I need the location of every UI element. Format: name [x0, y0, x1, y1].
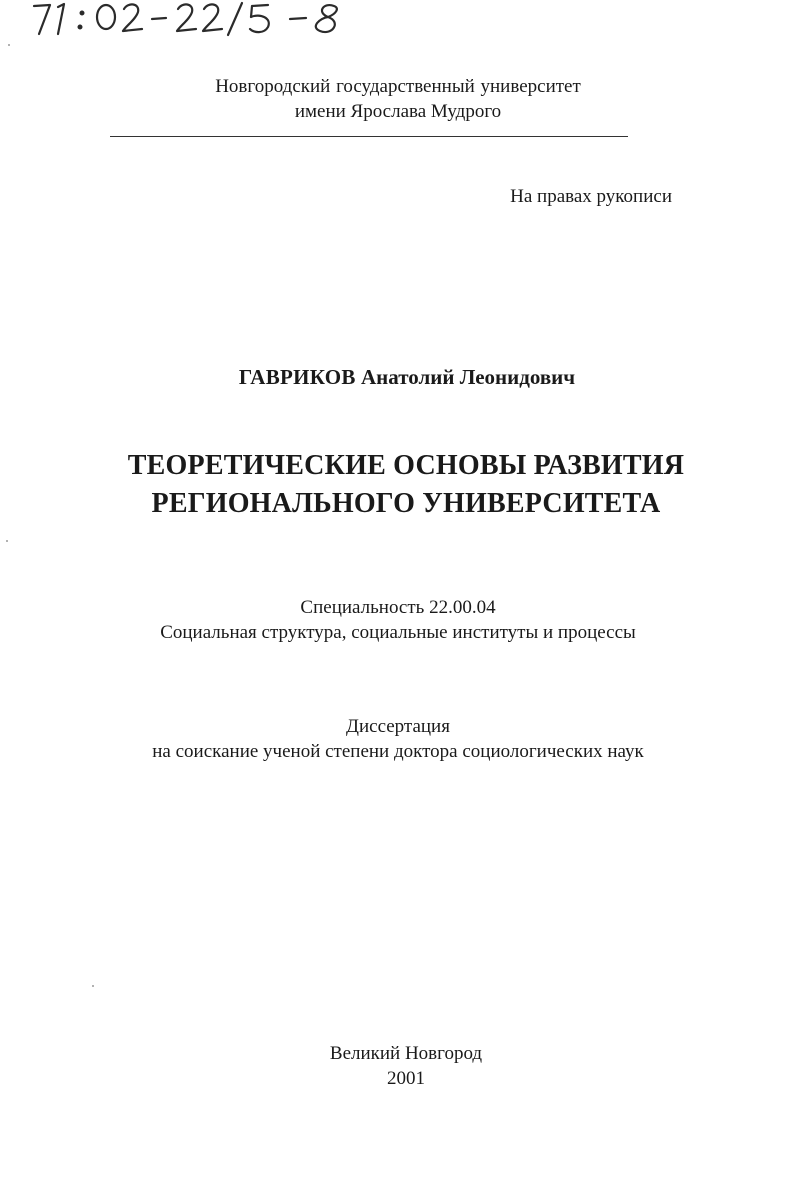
place-and-year	[0, 1041, 796, 1091]
institution-line-2: имени Ярослава Мудрого	[294, 101, 502, 122]
year: 2001	[387, 1068, 425, 1089]
specialty-block	[0, 595, 796, 645]
thesis-title-line-1: ТЕОРЕТИЧЕСКИЕ ОСНОВЫ РАЗВИТИЯ	[127, 450, 685, 481]
thesis-title	[0, 447, 796, 523]
handwritten-library-code	[28, 0, 358, 38]
institution-line-1: Новгородский государственный университет	[215, 76, 581, 97]
city: Великий Новгород	[329, 1043, 483, 1064]
scan-speck	[6, 540, 8, 542]
institution-name	[0, 74, 796, 124]
manuscript-rights-note: На правах рукописи	[510, 186, 672, 207]
degree-purpose: на соискание ученой степени доктора социологических наук	[152, 741, 644, 762]
header-divider	[110, 136, 628, 137]
handwritten-code-drawing	[28, 0, 358, 38]
specialty-code: Специальность 22.00.04	[300, 597, 496, 618]
author-given-names: Анатолий Леонидович	[360, 365, 576, 389]
scan-speck	[92, 985, 94, 987]
author-name	[0, 363, 796, 391]
author-surname: ГАВРИКОВ	[238, 365, 356, 389]
scan-speck	[8, 44, 10, 46]
thesis-title-line-2: РЕГИОНАЛЬНОГО УНИВЕРСИТЕТА	[151, 488, 661, 519]
degree-type: Диссертация	[346, 716, 450, 737]
specialty-name: Социальная структура, социальные институты и процессы	[160, 622, 636, 643]
degree-block	[0, 714, 796, 764]
